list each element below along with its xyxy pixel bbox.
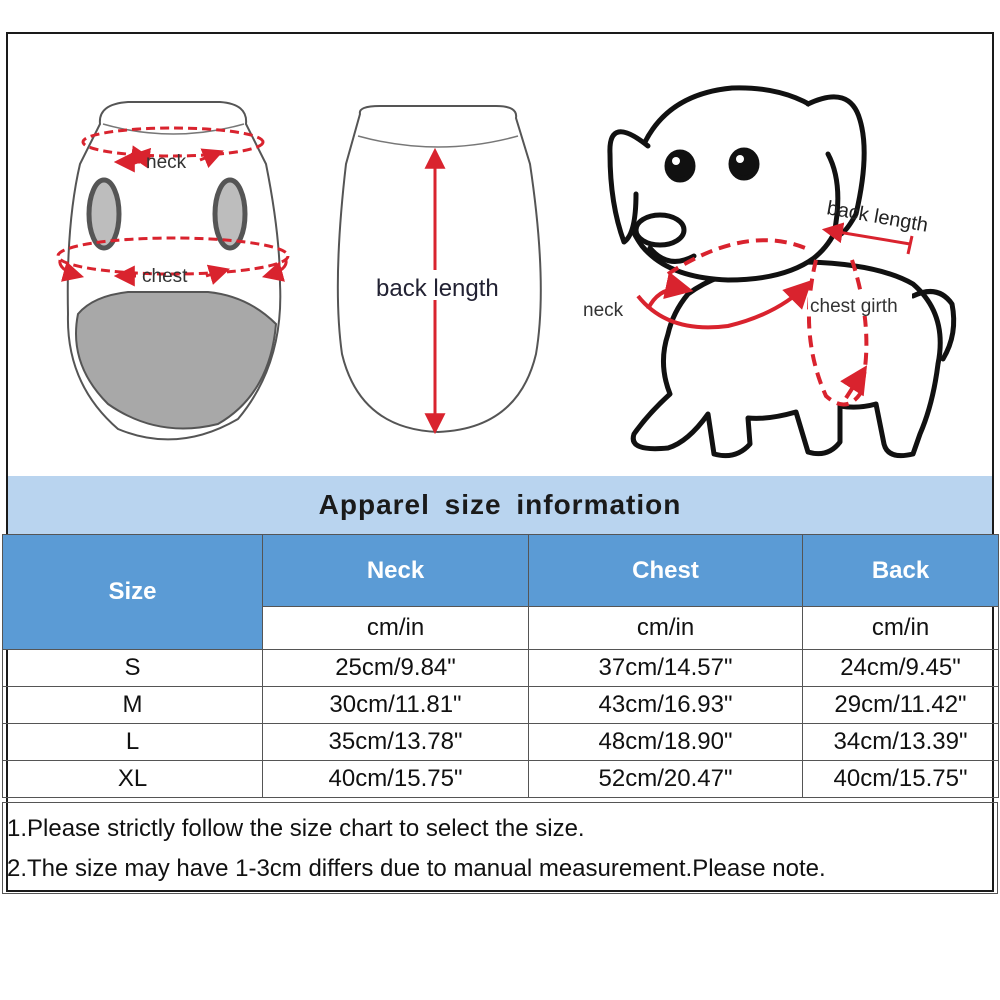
table-row xyxy=(3,724,999,761)
table-row xyxy=(3,761,999,798)
size-cell: XL xyxy=(3,761,263,798)
chest-header: Chest xyxy=(529,535,803,607)
neck-header: Neck xyxy=(263,535,529,607)
neck-cell: 40cm/15.75" xyxy=(263,761,529,798)
size-cell: M xyxy=(3,687,263,724)
measurement-illustrations xyxy=(8,34,992,474)
neck-cell: 35cm/13.78" xyxy=(263,724,529,761)
size-notes xyxy=(2,802,998,894)
front-chest-label: chest xyxy=(142,266,188,287)
back-cell: 24cm/9.45" xyxy=(803,650,999,687)
neck-cell: 30cm/11.81" xyxy=(263,687,529,724)
size-table xyxy=(2,534,999,798)
back-length-label: back length xyxy=(376,275,499,302)
chest-unit: cm/in xyxy=(529,607,803,650)
back-header: Back xyxy=(803,535,999,607)
neck-cell: 25cm/9.84" xyxy=(263,650,529,687)
dog-chest-girth-label: chest girth xyxy=(810,296,898,317)
chest-cell: 48cm/18.90" xyxy=(529,724,803,761)
chest-cell: 52cm/20.47" xyxy=(529,761,803,798)
back-cell: 40cm/15.75" xyxy=(803,761,999,798)
back-cell: 29cm/11.42" xyxy=(803,687,999,724)
chest-cell: 43cm/16.93" xyxy=(529,687,803,724)
dog-neck-label: neck xyxy=(583,300,624,321)
note-line: 2.The size may have 1-3cm differs due to manual measurement.Please note. xyxy=(7,855,826,882)
dog-back-length-label: back length xyxy=(825,197,930,237)
garment-front-diagram xyxy=(58,102,288,439)
front-neck-label: neck xyxy=(146,152,187,173)
note-line: 1.Please strictly follow the size chart to select the size. xyxy=(7,815,585,842)
leg-hole-left xyxy=(89,180,119,248)
chest-cell: 37cm/14.57" xyxy=(529,650,803,687)
table-row xyxy=(3,687,999,724)
table-row xyxy=(3,650,999,687)
leg-hole-right xyxy=(215,180,245,248)
back-unit: cm/in xyxy=(803,607,999,650)
garment-back-diagram xyxy=(338,106,541,432)
size-cell: S xyxy=(3,650,263,687)
neck-unit: cm/in xyxy=(263,607,529,650)
dog-diagram xyxy=(610,88,954,456)
back-cell: 34cm/13.39" xyxy=(803,724,999,761)
size-header: Size xyxy=(3,535,263,650)
size-cell: L xyxy=(3,724,263,761)
apparel-size-banner: Apparel size information xyxy=(8,476,992,534)
